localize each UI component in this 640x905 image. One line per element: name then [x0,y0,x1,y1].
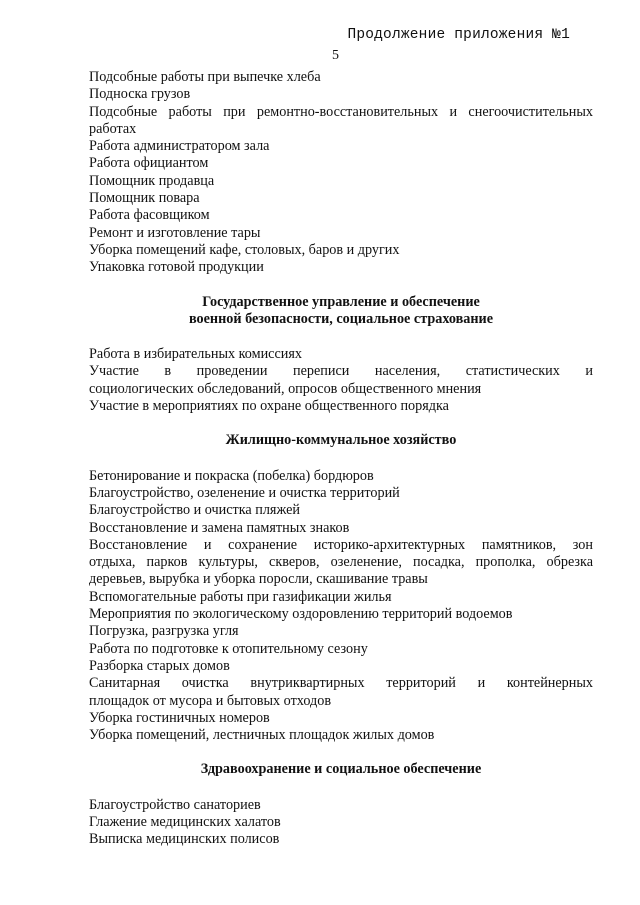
list-item: Подсобные работы при выпечке хлеба [89,69,321,85]
list-item: Работа администратором зала [89,138,270,155]
list-item: Работа в избирательных комиссиях [89,346,302,363]
list-item: Помощник повара [89,190,200,207]
list-item: Упаковка готовой продукции [89,259,264,276]
list-item: Санитарная очистка внутриквартирных территорий и контейнерных [89,675,593,692]
section-title-housing: Жилищно-коммунальное хозяйство [225,432,457,449]
list-item: Подсобные работы при ремонтно-восстановительных и снегоочистительных [89,103,593,120]
list-item-continuation: социологических обследований, опросов общественного мнения [89,380,482,397]
section-title-government: Государственное управление и обеспечение военной безопасности, социальное страхование [188,293,494,327]
appendix-continuation-note: Продолжение приложения №1 [347,27,570,43]
document-body [89,69,593,849]
list-item: Благоустройство и очистка пляжей [89,502,300,519]
page-number: 5 [332,48,339,63]
list-item-continuation: работах [89,120,137,137]
list-item: Восстановление и сохранение историко-архитектурных памятников, зон [89,536,593,553]
list-item: Участие в мероприятиях по охране общественного порядка [89,398,449,415]
list-item: Уборка помещений, лестничных площадок жилых домов [89,727,435,744]
section-title-health: Здравоохранение и социальное обеспечение [200,761,482,778]
list-item: Разборка старых домов [89,657,230,674]
list-item: Работа по подготовке к отопительному сезону [89,640,368,657]
list-item: Благоустройство, озеленение и очистка территорий [89,484,400,501]
list-item: Восстановление и замена памятных знаков [89,519,350,536]
list-item-continuation: площадок от мусора и бытовых отходов [89,692,332,709]
list-item: Глажение медицинских халатов [89,813,281,830]
list-item-continuation: отдыха, парков культуры, скверов, озеленение, посадка, прополка, обрезка [89,554,593,571]
list-item: Мероприятия по экологическому оздоровлению территорий водоемов [89,606,513,623]
list-item: Участие в проведении переписи населения, статистических и [89,363,593,380]
list-item: Выписка медицинских полисов [89,831,280,848]
list-item: Бетонирование и покраска (побелка) бордюров [89,467,374,484]
list-item: Помощник продавца [89,172,215,189]
list-item: Погрузка, разгрузка угля [89,623,239,640]
list-item: Вспомогательные работы при газификации жилья [89,588,392,605]
list-item-continuation: деревьев, вырубка и уборка поросли, скашивание травы [89,571,428,588]
list-item: Ремонт и изготовление тары [89,224,261,241]
list-item: Подноска грузов [89,86,191,103]
list-item: Уборка гостиничных номеров [89,709,270,726]
list-item: Работа официантом [89,155,209,172]
list-item: Работа фасовщиком [89,207,210,224]
list-item: Благоустройство санаториев [89,796,261,813]
list-item: Уборка помещений кафе, столовых, баров и других [89,241,400,258]
